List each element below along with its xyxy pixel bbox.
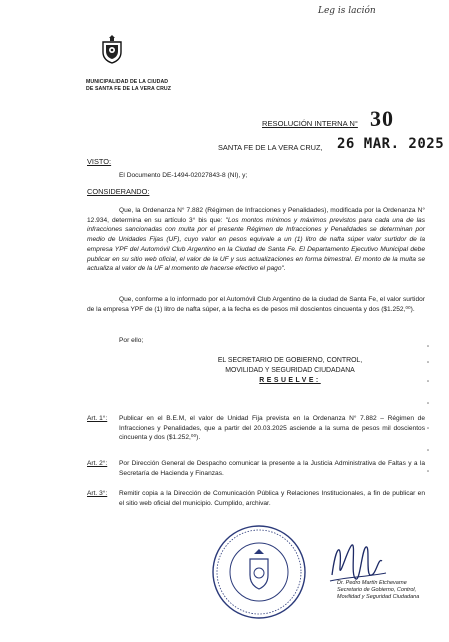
article-1 [87,414,425,454]
municipal-crest-icon [100,34,124,64]
considerando-paragraph-3 [87,336,425,346]
resuelve-heading: RESUELVE: [259,377,321,384]
considerando-heading: CONSIDERANDO: [87,187,150,196]
article-2-label: Art. 2°: [87,460,108,467]
article-3 [87,489,425,511]
place-line: SANTA FE DE LA VERA CRUZ, [218,143,323,152]
article-3-text: Remitir copia a la Dirección de Comunicación Pública y Relaciones Institucionales, a fin de publicar en el sitio web oficial del municipio. Cumplido, archivar. [119,490,425,507]
considerando-p1-quote: "Los montos mínimos y máximos previstos para cada una de las infracciones sancionadas con multa por el presente Régimen de Infracciones y Penalidades se determinan por medio de Unidades Fijas (UF), cuyo valor en pesos equivale a un (1) litro de nafta súper valor surtidor de la empresa YPF del Automóvil Club Argentino en la Ciudad de Santa Fe. El Departamento Ejecutivo Municipal debe publicar en su sitio web oficial, el valor de la UF y sus actualizaciones en forma bimestral. El monto de la multa se actualiza al valor de la UF al momento de hacerse efectivo el pago". [87,216,425,273]
article-2-text: Por Dirección General de Despacho comunicar la presente a la Justicia Administrativa de Faltas y a la Secretaría de Hacienda y Finanzas. [119,460,425,477]
considerando-p2-content: Que, conforme a lo informado por el Automóvil Club Argentino de la ciudad de Santa Fe, el valor surtidor de la empresa YPF de (1) litro de nafta súper, a la fecha es de pesos mil doscientos cincuenta y dos ($1.252,⁰⁰). [87,296,425,313]
date-stamp: 26 MAR. 2025 [337,136,445,152]
article-3-label: Art. 3°: [87,490,108,497]
visto-text-content: El Documento DE-1494-02027843-8 (NI), y; [119,172,248,179]
handwritten-note: Leg is lación [318,6,376,16]
article-1-label: Art. 1°: [87,415,108,422]
visto-heading: VISTO: [87,157,112,166]
considerando-p3-content: Por ello; [119,337,144,344]
resolution-number: 30 [370,106,394,131]
signature-line-3: Movilidad y Seguridad Ciudadana [337,594,420,601]
signatory-line-2: MOVILIDAD Y SEGURIDAD CIUDADANA [225,367,355,374]
municipality-header [86,79,171,93]
considerando-paragraph-2 [87,295,425,314]
resolution-label: RESOLUCIÓN INTERNA N° [262,119,358,128]
municipality-line-2: DE SANTA FE DE LA VERA CRUZ [86,86,172,92]
municipality-line-1: MUNICIPALIDAD DE LA CIUDAD [86,79,169,85]
article-2 [87,459,425,481]
signatory-heading [180,356,400,386]
signature-line-1: Dr. Pedro Martín Etchevarne [337,580,407,586]
considerando-p1-intro: Que, la Ordenanza N° 7.882 (Régimen de Infracciones y Penalidades), modificada por la Ordenanza N° 12.934, determina en su artículo 3° bis que: [87,207,425,224]
visto-text [87,171,425,181]
considerando-paragraph-1 [87,206,425,274]
article-1-text: Publicar en el B.E.M, el valor de Unidad Fija prevista en la Ordenanza N° 7.882 – Régimen de Infracciones y Penalidades, que a partir del 20.03.2025 asciende a la suma de pesos mil doscientos cincuenta y dos ($1.252,⁰⁰). [119,415,425,442]
signatory-line-1: EL SECRETARIO DE GOBIERNO, CONTROL, [217,357,363,364]
signature-line-2: Secretario de Gobierno, Control, [337,587,417,594]
signature-block [337,580,419,602]
official-seal-icon [210,523,308,621]
margin-dots [426,340,430,480]
